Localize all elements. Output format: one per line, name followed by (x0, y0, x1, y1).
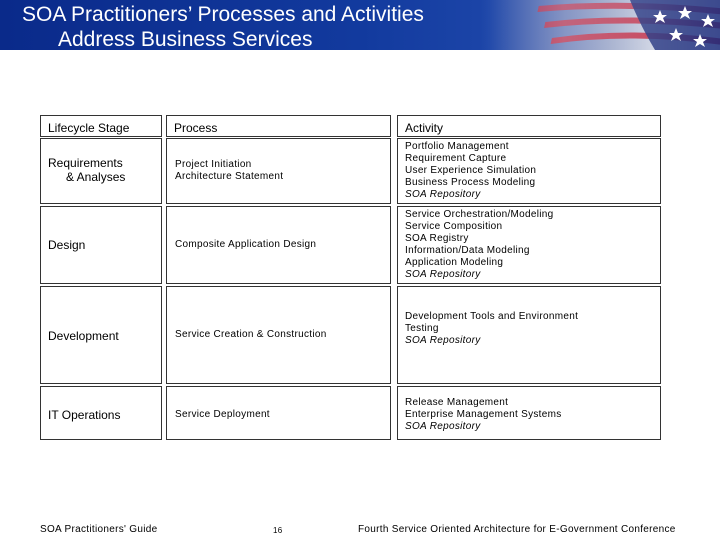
activity-item: User Experience Simulation (405, 165, 537, 176)
activity-item: Portfolio Management (405, 141, 509, 152)
activity-item: Development Tools and Environment (405, 311, 579, 322)
stage-label: IT Operations (48, 408, 121, 422)
table-row-activity (397, 386, 661, 440)
table-row-process (166, 286, 391, 384)
activity-item: Requirement Capture (405, 153, 507, 164)
activity-repository: SOA Repository (405, 189, 481, 200)
lifecycle-table (40, 115, 661, 440)
slide-title-line-2: Address Business Services (58, 28, 313, 50)
header-process: Process (166, 115, 391, 137)
table-row-stage (40, 286, 162, 384)
activity-item: Application Modeling (405, 257, 504, 268)
stage-label: Requirements (48, 156, 123, 170)
activity-repository: SOA Repository (405, 335, 481, 346)
american-flag-image (480, 0, 720, 50)
header-lifecycle-stage: Lifecycle Stage (40, 115, 162, 137)
process-item: Composite Application Design (175, 239, 317, 250)
stage-label: Design (48, 238, 86, 252)
activity-item: Testing (405, 323, 439, 334)
table-row-activity (397, 138, 661, 204)
table-row-stage (40, 138, 162, 204)
stage-label: & Analyses (66, 170, 126, 184)
table-row-activity (397, 206, 661, 284)
title-banner (0, 0, 720, 50)
activity-item: Service Composition (405, 221, 503, 232)
activity-item: SOA Registry (405, 233, 469, 244)
activity-repository: SOA Repository (405, 421, 481, 432)
activity-item: Enterprise Management Systems (405, 409, 562, 420)
process-item: Project Initiation (175, 159, 252, 170)
table-row-process (166, 206, 391, 284)
activity-item: Information/Data Modeling (405, 245, 530, 256)
stage-label: Development (48, 329, 119, 343)
slide-title (22, 2, 424, 50)
process-item: Architecture Statement (175, 171, 284, 182)
table-row-stage (40, 386, 162, 440)
table-row-stage (40, 206, 162, 284)
header-activity: Activity (397, 115, 661, 137)
activity-repository: SOA Repository (405, 269, 481, 280)
table-row-process (166, 138, 391, 204)
table-row-activity (397, 286, 661, 384)
activity-item: Release Management (405, 397, 509, 408)
process-item: Service Deployment (175, 409, 270, 420)
page-number: 16 (273, 526, 283, 535)
activity-item: Business Process Modeling (405, 177, 536, 188)
footer-conference-text: Fourth Service Oriented Architecture for E-Government Conference (358, 524, 676, 535)
activity-item: Service Orchestration/Modeling (405, 209, 554, 220)
table-row-process (166, 386, 391, 440)
slide-title-line-1: SOA Practitioners’ Processes and Activities (22, 3, 424, 26)
footer-left-text: SOA Practitioners' Guide (40, 524, 158, 535)
process-item: Service Creation & Construction (175, 329, 327, 340)
